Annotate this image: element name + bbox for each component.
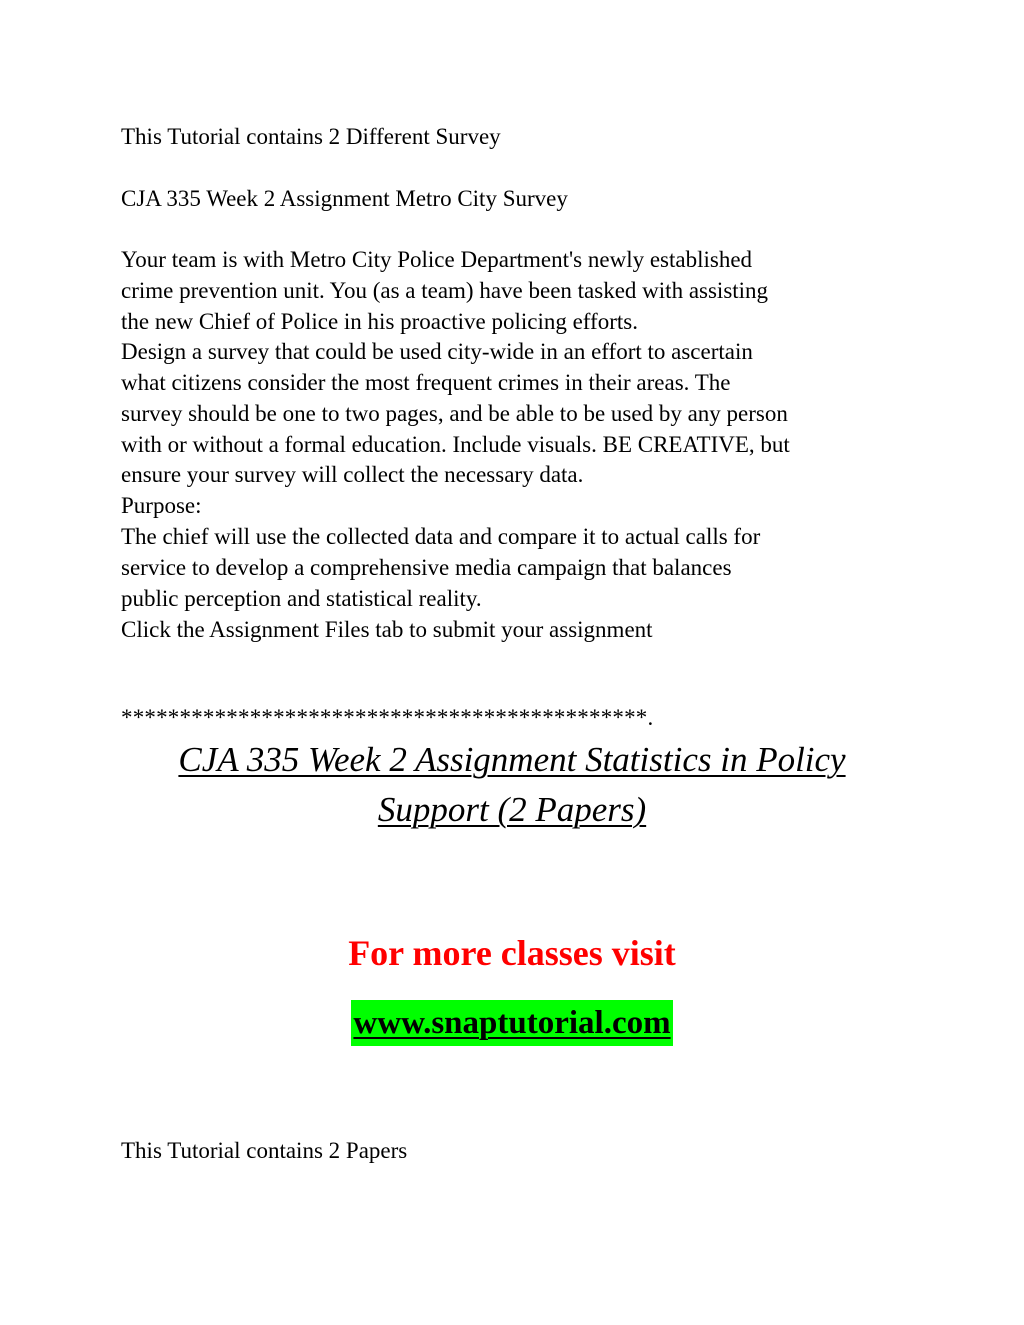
description-line: the new Chief of Police in his proactive policing efforts.	[121, 309, 638, 334]
snaptutorial-link[interactable]: www.snaptutorial.com	[351, 1000, 672, 1046]
section-title-line-2: Support (2 Papers)	[377, 790, 647, 829]
description-line: ensure your survey will collect the necessary data.	[121, 462, 584, 487]
promo-block	[0, 928, 1024, 978]
tutorial-outro-line: This Tutorial contains 2 Papers	[121, 1138, 408, 1163]
promo-link-block	[0, 1000, 1024, 1046]
description-line: what citizens consider the most frequent crimes in their areas. The	[121, 370, 731, 395]
submission-instruction: Click the Assignment Files tab to submit your assignment	[121, 617, 653, 642]
promo-text: For more classes visit	[348, 933, 676, 973]
description-line: service to develop a comprehensive media campaign that balances	[121, 555, 732, 580]
description-line: public perception and statistical reality.	[121, 586, 482, 611]
asterisk-separator: *********************************************.	[121, 705, 654, 730]
description-line: crime prevention unit. You (as a team) have been tasked with assisting	[121, 278, 769, 303]
description-line: survey should be one to two pages, and be able to be used by any person	[121, 401, 788, 426]
description-line: Your team is with Metro City Police Department's newly established	[121, 247, 753, 272]
section-title	[0, 735, 1024, 835]
description-line: with or without a formal education. Include visuals. BE CREATIVE, but	[121, 432, 790, 457]
tutorial-intro-line: This Tutorial contains 2 Different Survey	[121, 124, 501, 149]
assignment-title-metro-city-survey: CJA 335 Week 2 Assignment Metro City Survey	[121, 186, 568, 211]
purpose-heading: Purpose:	[121, 493, 202, 518]
section-title-line-1: CJA 335 Week 2 Assignment Statistics in Policy	[178, 740, 846, 779]
description-line: The chief will use the collected data and compare it to actual calls for	[121, 524, 761, 549]
description-line: Design a survey that could be used city-wide in an effort to ascertain	[121, 339, 753, 364]
